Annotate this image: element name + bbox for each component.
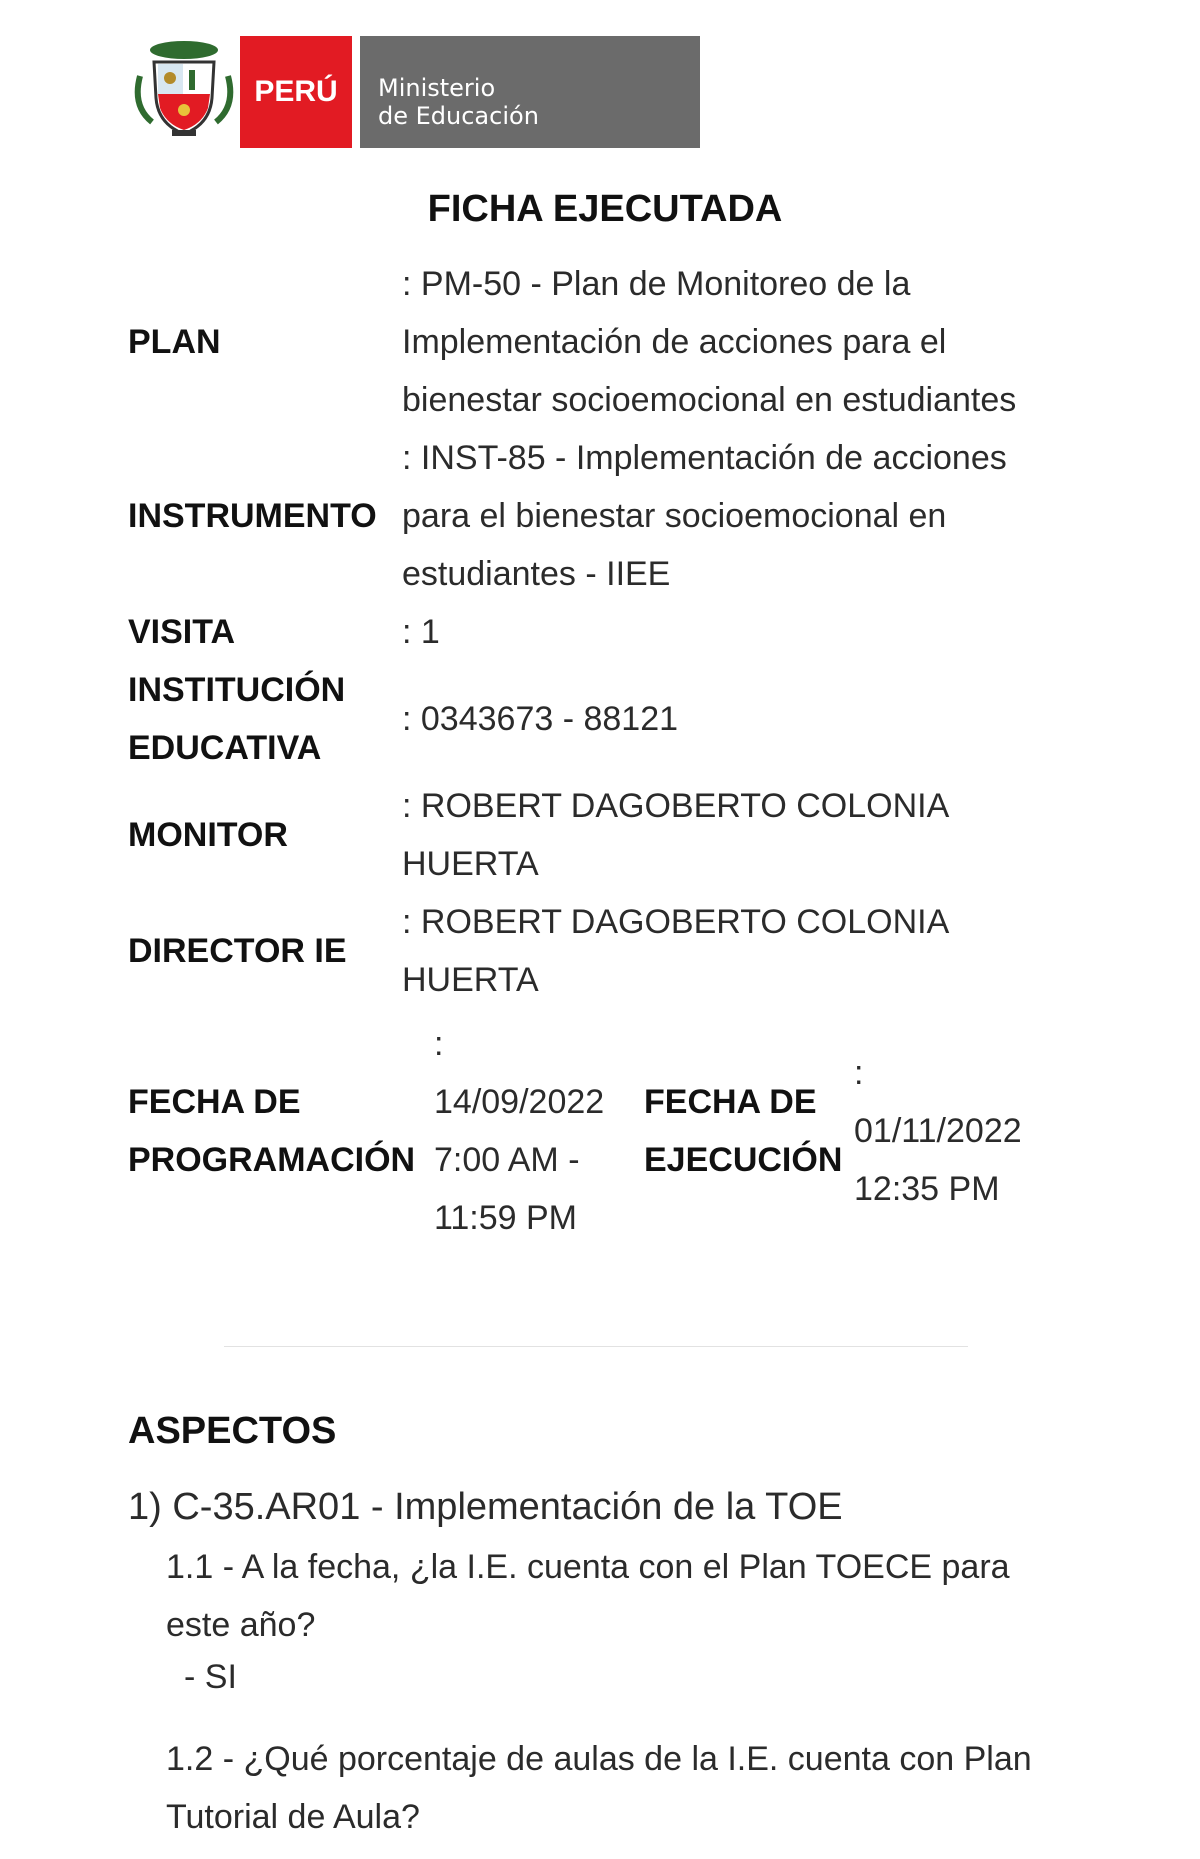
field-value: : 0343673 - 88121 (402, 700, 679, 738)
field-director (128, 893, 1088, 1009)
peru-coat-of-arms-icon (132, 36, 236, 140)
field-label: INSTRUMENTO (128, 497, 377, 535)
field-label: FECHA DE EJECUCIÓN (644, 1083, 843, 1179)
ministry-header (132, 30, 702, 148)
field-colon: : (434, 1025, 444, 1063)
field-value: : ROBERT DAGOBERTO COLONIA HUERTA (402, 903, 948, 999)
field-monitor (128, 777, 1088, 893)
field-value: 14/09/2022 7:00 AM - 11:59 PM (434, 1083, 605, 1237)
ministry-brand-box (360, 36, 700, 148)
divider (224, 1346, 968, 1347)
field-value: : 1 (402, 613, 440, 651)
field-instrumento (128, 429, 1088, 603)
ministry-name-line2: de Educación (378, 102, 539, 130)
field-label: FECHA DE PROGRAMACIÓN (128, 1083, 416, 1179)
answer-1-1: - SI (184, 1658, 237, 1696)
field-value: : PM-50 - Plan de Monitoreo de la Implementación de acciones para el bienestar socioemocional en estudiantes (402, 265, 1017, 419)
page-title: FICHA EJECUTADA (427, 188, 783, 230)
field-label: INSTITUCIÓN EDUCATIVA (128, 671, 346, 767)
field-label: DIRECTOR IE (128, 932, 347, 970)
field-plan (128, 255, 1088, 429)
question-1-1: 1.1 - A la fecha, ¿la I.E. cuenta con el Plan TOECE para este año? (166, 1548, 1010, 1644)
ficha-info (128, 255, 1088, 1247)
field-colon: : (854, 1054, 864, 1092)
field-label: VISITA (128, 613, 236, 651)
ministry-name-line1: Ministerio (378, 74, 496, 102)
aspect-item: 1) C-35.AR01 - Implementación de la TOE (128, 1486, 843, 1528)
field-value: 01/11/2022 12:35 PM (854, 1112, 1022, 1208)
peru-brand-box: PERÚ (240, 36, 352, 148)
field-visita (128, 603, 1088, 661)
field-dates (128, 1015, 1088, 1247)
aspectos-heading: ASPECTOS (128, 1410, 337, 1452)
field-value: : ROBERT DAGOBERTO COLONIA HUERTA (402, 787, 948, 883)
field-label: MONITOR (128, 816, 288, 854)
fecha-ejecucion-block (854, 1044, 1054, 1218)
field-label: PLAN (128, 323, 221, 361)
field-value: : INST-85 - Implementación de acciones para el bienestar socioemocional en estudiantes - IIEE (402, 439, 1007, 593)
question-1-2: 1.2 - ¿Qué porcentaje de aulas de la I.E. cuenta con Plan Tutorial de Aula? (166, 1740, 1032, 1836)
field-institucion (128, 661, 1088, 777)
fecha-programacion-block (434, 1015, 644, 1247)
